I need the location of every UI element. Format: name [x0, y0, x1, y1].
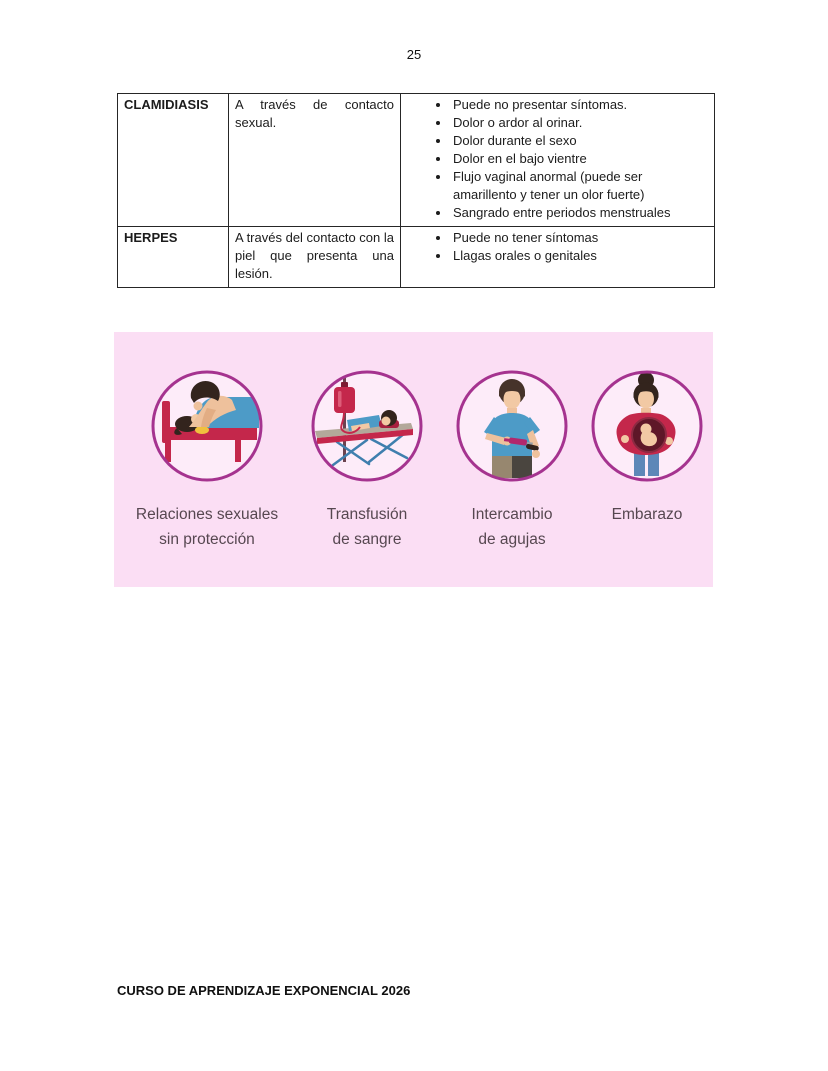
symptom-item: • Llagas orales o genitales — [451, 247, 708, 265]
symptom-item: • Puede no presentar síntomas. — [451, 96, 708, 114]
infographic-item — [582, 368, 712, 527]
symptoms-list — [407, 96, 708, 222]
disease-cell: CLAMIDIASIS — [118, 94, 229, 227]
transmission-infographic — [114, 332, 713, 587]
sti-table — [117, 93, 715, 288]
disease-cell: HERPES — [118, 227, 229, 288]
infographic-label: Transfusión de sangre — [326, 506, 408, 548]
symptom-item: • Dolor en el bajo vientre — [451, 150, 708, 168]
footer-text: CURSO DE APRENDIZAJE EXPONENCIAL 2026 — [117, 983, 411, 998]
infographic-item — [122, 368, 292, 552]
symptom-item: • Flujo vaginal anormal (puede ser amarillento y tener un olor fuerte) — [451, 168, 708, 204]
symptoms-list — [407, 229, 708, 265]
symptom-item: • Sangrado entre periodos menstruales — [451, 204, 708, 222]
symptoms-cell — [401, 94, 715, 227]
page-number: 25 — [406, 47, 422, 62]
table-row — [118, 94, 715, 227]
pregnancy-icon — [589, 368, 705, 484]
infographic-item — [442, 368, 582, 552]
couple-in-bed-icon — [149, 368, 265, 484]
blood-transfusion-icon — [309, 368, 425, 484]
symptom-item: • Puede no tener síntomas — [451, 229, 708, 247]
infographic-label: Embarazo — [611, 506, 683, 523]
infographic-item — [292, 368, 442, 552]
symptoms-cell — [401, 227, 715, 288]
symptom-item: • Dolor durante el sexo — [451, 132, 708, 150]
transmission-cell: A través de contacto sexual. — [229, 94, 401, 227]
infographic-label: Intercambio de agujas — [471, 506, 553, 548]
symptom-item: • Dolor o ardor al orinar. — [451, 114, 708, 132]
infographic-label: Relaciones sexuales sin protección — [135, 506, 279, 548]
needle-exchange-icon — [454, 368, 570, 484]
table-row — [118, 227, 715, 288]
transmission-cell: A través del contacto con la piel que presenta una lesión. — [229, 227, 401, 288]
